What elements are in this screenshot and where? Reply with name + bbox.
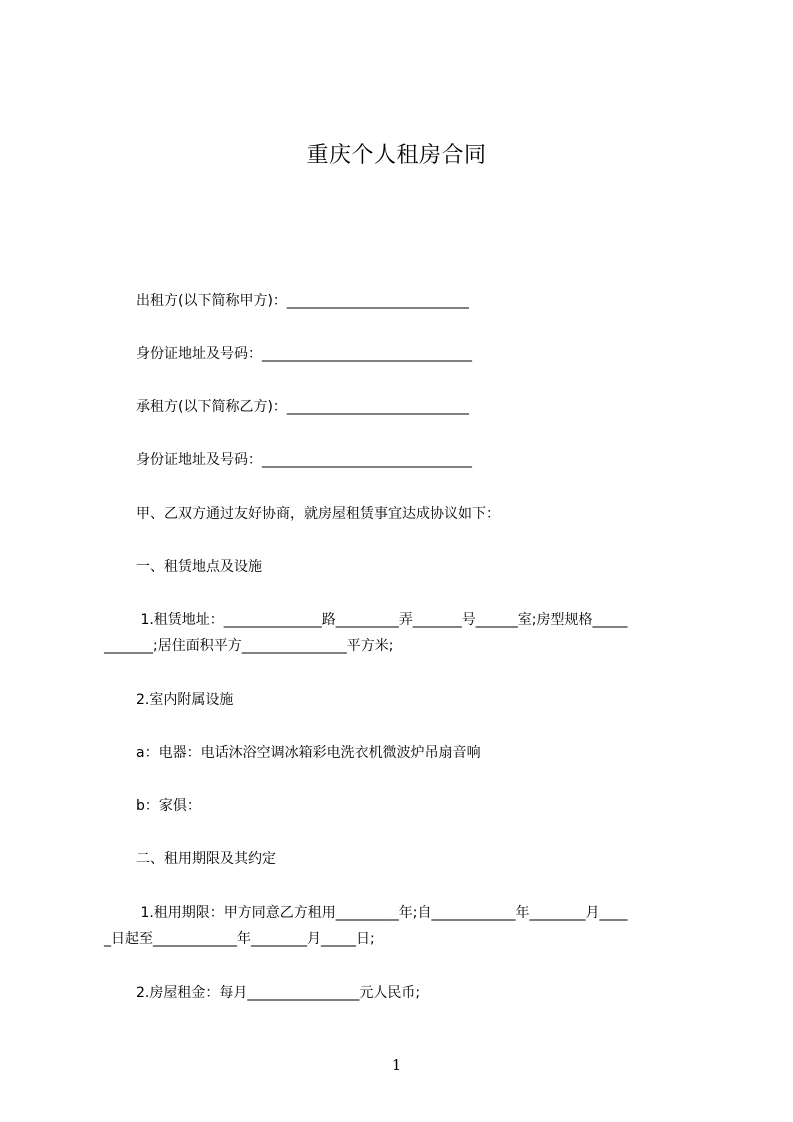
lessor-line: 出租方(以下简称甲方)：__________________________ [136, 293, 469, 309]
appliances-line: a：电器：电话沐浴空调冰箱彩电洗衣机微波炉吊扇音响 [136, 745, 481, 761]
furniture-line: b：家俱： [136, 798, 201, 814]
lessee-id-line: 身份证地址及号码：______________________________ [136, 452, 472, 468]
lessee-line: 承租方(以下简称乙方)：__________________________ [136, 399, 469, 415]
indoor-facilities-heading: 2.室内附属设施 [136, 692, 234, 708]
lease-term-line: 1.租用期限：甲方同意乙方租用_________年;自____________年________月____ [136, 905, 628, 921]
section-heading-lease-term: 二、租用期限及其约定 [136, 851, 276, 867]
rent-line: 2.房屋租金：每月________________元人民币; [136, 985, 421, 1001]
page-number: 1 [391, 1056, 402, 1074]
lease-term-line-continued: _日起至____________年________月_____日; [104, 931, 375, 947]
section-heading-lease-location: 一、租赁地点及设施 [136, 559, 262, 575]
lessor-id-line: 身份证地址及号码：______________________________ [136, 346, 472, 362]
document-title: 重庆个人租房合同 [306, 143, 487, 168]
lease-address-line: 1.租赁地址：______________路_________弄_______号______室;房型规格_____ [136, 612, 628, 628]
intro-line: 甲、乙双方通过友好协商，就房屋租赁事宜达成协议如下： [136, 506, 500, 522]
lease-address-line-continued: _______;居住面积平方_______________平方米; [104, 638, 394, 654]
